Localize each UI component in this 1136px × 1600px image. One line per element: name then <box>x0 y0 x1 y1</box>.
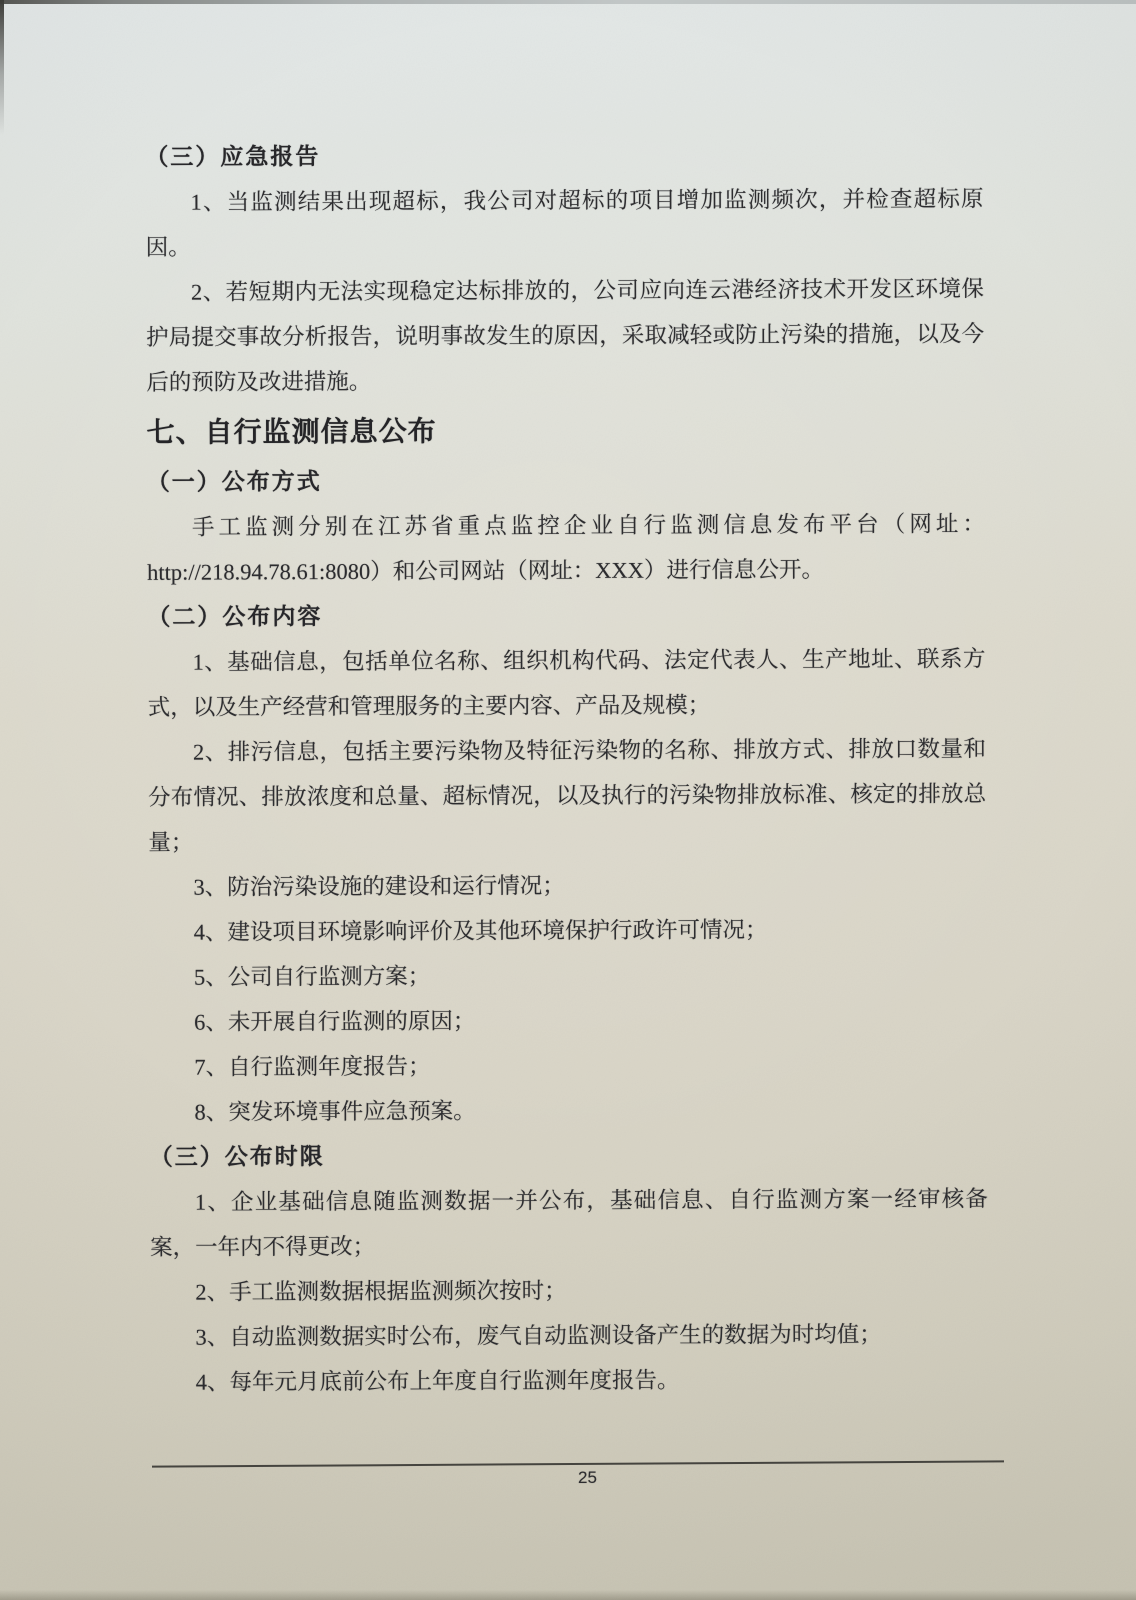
para-discharge-info: 2、排污信息，包括主要污染物及特征污染物的名称、排放方式、排放口数量和分布情况、排放浓度和总量、超标情况，以及执行的污染物排放标准、核定的排放总量； <box>148 736 987 855</box>
scan-edge-top <box>0 0 1136 4</box>
footer-rule <box>152 1460 1004 1467</box>
para-eia-permits: 4、建设项目环境影响评价及其他环境保护行政许可情况； <box>193 917 768 945</box>
scan-edge-bottom <box>0 1590 1136 1600</box>
para-publish-platform-url: 手工监测分别在江苏省重点监控企业自行监测信息发布平台（网址：http://218.94.78.61:8080）和公司网站（网址：XXX）进行信息公开。 <box>147 511 985 585</box>
para-annual-report: 7、自行监测年度报告； <box>194 1053 431 1080</box>
scan-edge-left <box>0 0 4 135</box>
para-emergency-plan: 8、突发环境事件应急预案。 <box>194 1098 476 1125</box>
para-no-monitoring-reason: 6、未开展自行监测的原因； <box>194 1008 476 1035</box>
para-deadline-manual-data: 2、手工监测数据根据监测频次按时； <box>195 1278 567 1305</box>
para-deadline-annual-report: 4、每年元月底前公布上年度自行监测年度报告。 <box>195 1367 680 1395</box>
para-deadline-basic-info: 1、企业基础信息随监测数据一并公布，基础信息、自行监测方案一经审核备案，一年内不得更改； <box>150 1186 988 1260</box>
heading-publish-deadline: （三）公布时限 <box>149 1143 325 1170</box>
para-pollution-facilities: 3、防治污染设施的建设和运行情况； <box>193 873 565 900</box>
para-basic-info: 1、基础信息，包括单位名称、组织机构代码、法定代表人、生产地址、联系方式，以及生产经营和管理服务的主要内容、产品及规模； <box>147 646 986 720</box>
page-number: 25 <box>578 1468 597 1487</box>
document-content <box>145 131 989 1405</box>
heading-publish-content: （二）公布内容 <box>147 603 323 630</box>
heading-publish-method: （一）公布方式 <box>146 468 322 495</box>
para-deadline-auto-data: 3、自动监测数据实时公布，废气自动监测设备产生的数据为时均值； <box>195 1321 882 1350</box>
para-exceedance-frequency: 1、当监测结果出现超标，我公司对超标的项目增加监测频次，并检查超标原因。 <box>145 186 984 260</box>
para-monitoring-plan: 5、公司自行监测方案； <box>193 963 431 990</box>
para-accident-analysis-report: 2、若短期内无法实现稳定达标排放的，公司应向连云港经济技术开发区环境保护局提交事故分析报告，说明事故发生的原因，采取减轻或防止污染的措施，以及今后的预防及改进措施。 <box>146 276 985 395</box>
chapter-heading-info-publish: 七、自行监测信息公布 <box>146 415 437 448</box>
heading-emergency-report: （三）应急报告 <box>145 143 321 170</box>
